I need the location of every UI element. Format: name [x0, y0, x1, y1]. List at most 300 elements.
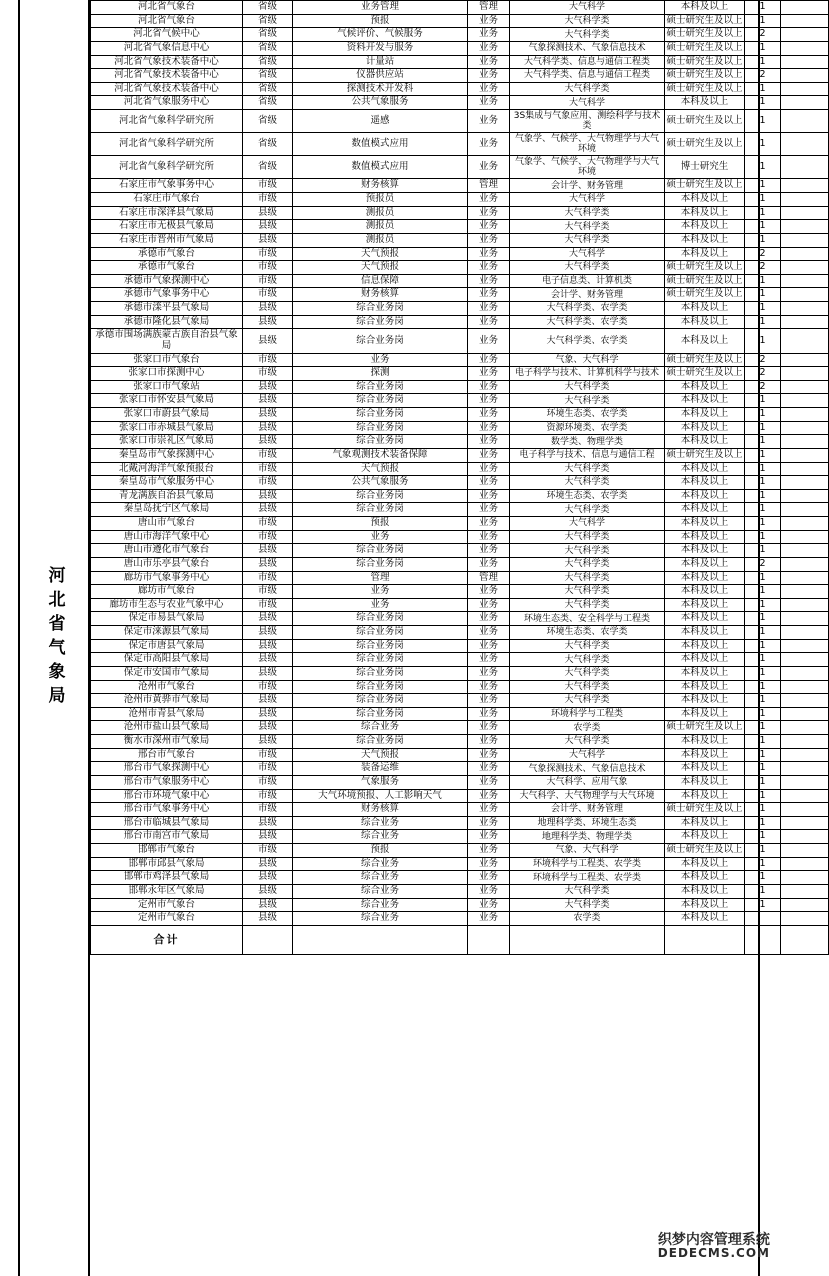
cell-unit: 张家口市气象台: [91, 353, 243, 367]
table-row: [91, 14, 829, 28]
cell-type: 业务: [468, 367, 510, 381]
cell-remark: [781, 898, 829, 912]
cell-degree: 硕士研究生及以上: [665, 28, 745, 42]
cell-type: 业务: [468, 721, 510, 735]
cell-type: 业务: [468, 82, 510, 96]
cell-type: 业务: [468, 380, 510, 394]
cell-count: 1: [745, 530, 781, 544]
cell-major: 大气科学类: [510, 585, 665, 599]
cell-type: 业务: [468, 639, 510, 653]
table-row: [91, 666, 829, 680]
cell-level: 市级: [243, 775, 293, 789]
cell-post: 综合业务岗: [293, 489, 468, 503]
cell-post: 探测技术开发科: [293, 82, 468, 96]
table-row: [91, 421, 829, 435]
cell-post: 预报: [293, 14, 468, 28]
cell-major: 大气科学类、信息与通信工程类: [510, 69, 665, 83]
cell-unit: 张家口市崇礼区气象局: [91, 435, 243, 449]
cell-unit: 张家口市探测中心: [91, 367, 243, 381]
table-row: [91, 871, 829, 885]
cell-count: 1: [745, 898, 781, 912]
cell-level: 省级: [243, 156, 293, 179]
cell-major: 大气科学类: [510, 394, 665, 408]
cell-count: 1: [745, 408, 781, 422]
cell-post: 综合业务岗: [293, 557, 468, 571]
cell-level: 县级: [243, 557, 293, 571]
cell-remark: [781, 775, 829, 789]
cell-degree: 硕士研究生及以上: [665, 179, 745, 193]
cell-degree: 本科及以上: [665, 585, 745, 599]
cell-remark: [781, 133, 829, 156]
cell-major: 数学类、物理学类: [510, 435, 665, 449]
table-row: [91, 133, 829, 156]
table-row: [91, 789, 829, 803]
cell-post: 资料开发与服务: [293, 41, 468, 55]
watermark-english-text: DEDECMS.COM: [657, 1246, 770, 1261]
cell-major: 资源环境类、农学类: [510, 421, 665, 435]
cell-major: 电子信息类、计算机类: [510, 274, 665, 288]
cell-remark: [781, 612, 829, 626]
cell-major: 大气科学类: [510, 544, 665, 558]
cell-remark: [781, 476, 829, 490]
cell-major: 气象探测技术、气象信息技术: [510, 762, 665, 776]
cell-type: 业务: [468, 530, 510, 544]
cell-degree: 本科及以上: [665, 421, 745, 435]
cell-degree: 本科及以上: [665, 762, 745, 776]
cell-remark: [781, 735, 829, 749]
cell-major: 地理科学类、物理学类: [510, 830, 665, 844]
cell-level: 省级: [243, 28, 293, 42]
cell-post: 综合业务岗: [293, 315, 468, 329]
cell-type: 业务: [468, 775, 510, 789]
cell-major: 环境生态类、农学类: [510, 626, 665, 640]
cell-unit: 邯郸市气象台: [91, 844, 243, 858]
cell-degree: 本科及以上: [665, 489, 745, 503]
cell-unit: 保定市易县气象局: [91, 612, 243, 626]
table-row: [91, 448, 829, 462]
cell-degree: 本科及以上: [665, 884, 745, 898]
cell-remark: [781, 830, 829, 844]
table-row: [91, 503, 829, 517]
cell-degree: 本科及以上: [665, 680, 745, 694]
cell-level: 省级: [243, 55, 293, 69]
cell-level: 市级: [243, 179, 293, 193]
cell-level: 市级: [243, 585, 293, 599]
cell-major: [510, 925, 665, 954]
cell-degree: 本科及以上: [665, 530, 745, 544]
cell-degree: 本科及以上: [665, 871, 745, 885]
cell-remark: [781, 380, 829, 394]
cell-major: 大气科学类: [510, 261, 665, 275]
cell-major: 大气科学类: [510, 82, 665, 96]
cell-unit: 青龙满族自治县气象局: [91, 489, 243, 503]
cell-type: 业务: [468, 288, 510, 302]
table-row: [91, 762, 829, 776]
cell-type: 业务: [468, 803, 510, 817]
cell-count: 1: [745, 680, 781, 694]
cell-major: 大气科学类、信息与通信工程类: [510, 55, 665, 69]
cell-post: 预报: [293, 844, 468, 858]
cell-remark: [781, 503, 829, 517]
cell-remark: [781, 353, 829, 367]
cell-type: 业务: [468, 220, 510, 234]
cell-count: 1: [745, 544, 781, 558]
cell-post: 综合业务岗: [293, 612, 468, 626]
cell-major: 大气科学类: [510, 666, 665, 680]
cell-remark: [781, 530, 829, 544]
cell-remark: [781, 653, 829, 667]
cell-unit: 邢台市环境气象中心: [91, 789, 243, 803]
cell-major: 大气科学类: [510, 653, 665, 667]
cell-level: 县级: [243, 707, 293, 721]
cell-count: 1: [745, 762, 781, 776]
table-row: [91, 884, 829, 898]
cell-remark: [781, 82, 829, 96]
cell-unit: 石家庄市气象事务中心: [91, 179, 243, 193]
cell-major: 气象、大气科学: [510, 353, 665, 367]
cell-unit: 石家庄市无极县气象局: [91, 220, 243, 234]
cell-unit: 廊坊市气象台: [91, 585, 243, 599]
cell-post: 测报员: [293, 233, 468, 247]
cell-degree: 硕士研究生及以上: [665, 288, 745, 302]
cell-unit: 河北省气象技术装备中心: [91, 82, 243, 96]
cell-type: 业务: [468, 680, 510, 694]
cell-count: 1: [745, 789, 781, 803]
cell-count: [745, 925, 781, 954]
cell-level: 市级: [243, 680, 293, 694]
cell-remark: [781, 179, 829, 193]
cell-post: 气象观测技术装备保障: [293, 448, 468, 462]
cell-count: 1: [745, 421, 781, 435]
cell-type: 业务: [468, 557, 510, 571]
cell-degree: 硕士研究生及以上: [665, 721, 745, 735]
cell-major: 大气科学类: [510, 503, 665, 517]
cell-post: 综合业务: [293, 830, 468, 844]
cell-post: 综合业务岗: [293, 380, 468, 394]
cell-type: 业务: [468, 274, 510, 288]
cell-degree: 本科及以上: [665, 666, 745, 680]
cell-major: 环境科学与工程类: [510, 707, 665, 721]
cell-count: 2: [745, 247, 781, 261]
cell-unit: 秦皇岛市气象探测中心: [91, 448, 243, 462]
table-row: [91, 748, 829, 762]
cell-major: 大气科学类: [510, 694, 665, 708]
cell-unit: 河北省气候中心: [91, 28, 243, 42]
cell-count: 1: [745, 96, 781, 110]
table-row: [91, 816, 829, 830]
cell-post: 信息保障: [293, 274, 468, 288]
cell-type: 业务: [468, 41, 510, 55]
cell-post: 综合业务岗: [293, 435, 468, 449]
cell-major: 会计学、财务管理: [510, 288, 665, 302]
cell-degree: 本科及以上: [665, 857, 745, 871]
table-row: [91, 329, 829, 353]
cell-unit: 石家庄市晋州市气象局: [91, 233, 243, 247]
cell-unit: 唐山市乐亭县气象台: [91, 557, 243, 571]
cell-level: 市级: [243, 274, 293, 288]
cell-unit: 沧州市盐山县气象局: [91, 721, 243, 735]
cell-post: [293, 925, 468, 954]
cell-level: 市级: [243, 462, 293, 476]
cell-type: 业务: [468, 735, 510, 749]
table-row: [91, 206, 829, 220]
cell-degree: 本科及以上: [665, 912, 745, 926]
cell-degree: 本科及以上: [665, 193, 745, 207]
cell-count: 1: [745, 585, 781, 599]
cell-major: 农学类: [510, 912, 665, 926]
cell-level: 县级: [243, 816, 293, 830]
cell-degree: 本科及以上: [665, 233, 745, 247]
cell-remark: [781, 302, 829, 316]
cell-major: 环境生态类、安全科学与工程类: [510, 612, 665, 626]
cell-unit: 邢台市气象事务中心: [91, 803, 243, 817]
cell-major: 大气科学: [510, 247, 665, 261]
cell-unit: 邢台市气象服务中心: [91, 775, 243, 789]
cell-unit: 承德市滦平县气象局: [91, 302, 243, 316]
cell-degree: 本科及以上: [665, 612, 745, 626]
cell-type: 业务: [468, 626, 510, 640]
cell-unit: 秦皇岛抚宁区气象局: [91, 503, 243, 517]
cell-level: 县级: [243, 394, 293, 408]
cell-post: 综合业务岗: [293, 694, 468, 708]
cell-unit: 邢台市南宫市气象局: [91, 830, 243, 844]
cell-post: 综合业务岗: [293, 408, 468, 422]
cell-post: 气候评价、气候服务: [293, 28, 468, 42]
cell-post: 遥感: [293, 110, 468, 133]
cell-remark: [781, 206, 829, 220]
cell-level: 县级: [243, 489, 293, 503]
cell-post: 管理: [293, 571, 468, 585]
cell-level: 市级: [243, 762, 293, 776]
cell-major: 环境生态类、农学类: [510, 489, 665, 503]
cell-post: 业务: [293, 598, 468, 612]
cell-major: 环境科学与工程类、农学类: [510, 857, 665, 871]
cell-remark: [781, 193, 829, 207]
cell-major: 3S集成与气象应用、测绘科学与技术类: [510, 110, 665, 133]
cell-count: 1: [745, 1, 781, 15]
cell-post: 财务核算: [293, 803, 468, 817]
cell-post: 综合业务岗: [293, 707, 468, 721]
cell-degree: 硕士研究生及以上: [665, 82, 745, 96]
table-total-row: [91, 925, 829, 954]
cell-major: 会计学、财务管理: [510, 179, 665, 193]
cell-remark: [781, 884, 829, 898]
cell-remark: [781, 489, 829, 503]
cell-post: 测报员: [293, 206, 468, 220]
cell-major: 大气科学类: [510, 380, 665, 394]
cell-type: 业务: [468, 247, 510, 261]
cell-unit: 河北省气象台: [91, 1, 243, 15]
cell-level: 县级: [243, 639, 293, 653]
cell-unit: 石家庄市气象台: [91, 193, 243, 207]
cell-post: 业务: [293, 585, 468, 599]
cell-remark: [781, 247, 829, 261]
cell-post: 财务核算: [293, 288, 468, 302]
cell-count: 1: [745, 707, 781, 721]
cell-count: 1: [745, 694, 781, 708]
cell-unit: 沧州市气象台: [91, 680, 243, 694]
cell-major: 地理科学类、环境生态类: [510, 816, 665, 830]
cell-count: 1: [745, 462, 781, 476]
cell-post: 综合业务岗: [293, 503, 468, 517]
cell-level: 县级: [243, 884, 293, 898]
cell-type: 业务: [468, 96, 510, 110]
cell-type: 业务: [468, 55, 510, 69]
cell-post: 综合业务岗: [293, 680, 468, 694]
cell-degree: 本科及以上: [665, 898, 745, 912]
cell-remark: [781, 408, 829, 422]
cell-count: 1: [745, 653, 781, 667]
cell-level: 县级: [243, 721, 293, 735]
cell-type: 业务: [468, 694, 510, 708]
cell-remark: [781, 156, 829, 179]
table-row: [91, 193, 829, 207]
cell-type: 业务: [468, 844, 510, 858]
cell-unit: 唐山市气象台: [91, 517, 243, 531]
cell-remark: [781, 639, 829, 653]
cell-count: 1: [745, 489, 781, 503]
cell-major: 大气科学: [510, 1, 665, 15]
cell-remark: [781, 69, 829, 83]
cell-type: 业务: [468, 193, 510, 207]
cell-unit: 承德市隆化县气象局: [91, 315, 243, 329]
table-row: [91, 55, 829, 69]
table-row: [91, 585, 829, 599]
cell-post: 综合业务岗: [293, 639, 468, 653]
cell-count: 2: [745, 557, 781, 571]
table-row: [91, 288, 829, 302]
cell-unit: 河北省气象台: [91, 14, 243, 28]
cell-count: 1: [745, 14, 781, 28]
table-row: [91, 110, 829, 133]
cell-major: 大气科学类: [510, 14, 665, 28]
cell-major: 会计学、财务管理: [510, 803, 665, 817]
cell-level: 县级: [243, 612, 293, 626]
cell-remark: [781, 14, 829, 28]
cell-level: 省级: [243, 1, 293, 15]
table-scroll-area: [90, 0, 829, 1276]
cell-unit: 河北省气象科学研究所: [91, 133, 243, 156]
table-row: [91, 639, 829, 653]
cell-degree: 本科及以上: [665, 462, 745, 476]
cell-level: 县级: [243, 206, 293, 220]
cell-post: 综合业务: [293, 912, 468, 926]
cell-level: 市级: [243, 517, 293, 531]
cell-major: 大气科学: [510, 96, 665, 110]
cell-level: 省级: [243, 69, 293, 83]
cell-remark: [781, 448, 829, 462]
row-group-vertical-label: 河北省气象局: [44, 566, 65, 710]
cell-post: 天气预报: [293, 247, 468, 261]
cell-unit: 张家口市蔚县气象局: [91, 408, 243, 422]
cell-level: 县级: [243, 871, 293, 885]
cell-count: 1: [745, 220, 781, 234]
cell-unit: 河北省气象科学研究所: [91, 156, 243, 179]
cell-remark: [781, 517, 829, 531]
cell-type: 业务: [468, 884, 510, 898]
cell-count: 1: [745, 803, 781, 817]
table-row: [91, 830, 829, 844]
table-row: [91, 544, 829, 558]
cell-level: 县级: [243, 626, 293, 640]
cell-unit: 保定市唐县气象局: [91, 639, 243, 653]
cell-type: 业务: [468, 857, 510, 871]
cell-unit: 承德市围场满族蒙古族自治县气象局: [91, 329, 243, 353]
cell-level: 省级: [243, 110, 293, 133]
cell-type: 业务: [468, 448, 510, 462]
cell-count: 1: [745, 844, 781, 858]
table-row: [91, 302, 829, 316]
table-row: [91, 96, 829, 110]
table-row: [91, 653, 829, 667]
cell-type: 业务: [468, 598, 510, 612]
cell-post: 综合业务岗: [293, 329, 468, 353]
cell-type: 业务: [468, 666, 510, 680]
cell-unit: 定州市气象台: [91, 912, 243, 926]
cell-degree: 硕士研究生及以上: [665, 133, 745, 156]
cell-count: 1: [745, 315, 781, 329]
cell-level: 县级: [243, 408, 293, 422]
cell-unit: 邯郸市邱县气象局: [91, 857, 243, 871]
cell-level: 市级: [243, 844, 293, 858]
cell-unit: 唐山市海洋气象中心: [91, 530, 243, 544]
table-row: [91, 380, 829, 394]
cell-count: 1: [745, 871, 781, 885]
cell-post: 综合业务岗: [293, 302, 468, 316]
cell-level: 市级: [243, 789, 293, 803]
cell-type: 业务: [468, 14, 510, 28]
table-row: [91, 69, 829, 83]
cell-count: 2: [745, 261, 781, 275]
cell-type: 业务: [468, 912, 510, 926]
cell-unit: 邢台市气象探测中心: [91, 762, 243, 776]
cell-unit: 张家口市赤城县气象局: [91, 421, 243, 435]
cell-type: 业务: [468, 156, 510, 179]
cell-unit: 保定市安国市气象局: [91, 666, 243, 680]
cell-remark: [781, 871, 829, 885]
cell-level: 县级: [243, 329, 293, 353]
cell-remark: [781, 220, 829, 234]
cell-post: 数值模式应用: [293, 156, 468, 179]
cell-major: 气象探测技术、气象信息技术: [510, 41, 665, 55]
cell-degree: 本科及以上: [665, 220, 745, 234]
cell-type: 管理: [468, 1, 510, 15]
cell-post: 气象服务: [293, 775, 468, 789]
cell-count: 2: [745, 69, 781, 83]
cell-level: 县级: [243, 315, 293, 329]
cell-unit: 承德市气象事务中心: [91, 288, 243, 302]
cell-post: 综合业务: [293, 857, 468, 871]
cell-count: 1: [745, 329, 781, 353]
cell-degree: 本科及以上: [665, 707, 745, 721]
cell-remark: [781, 598, 829, 612]
cell-level: 市级: [243, 367, 293, 381]
cell-post: 数值模式应用: [293, 133, 468, 156]
cell-remark: [781, 110, 829, 133]
cell-post: 综合业务岗: [293, 626, 468, 640]
cell-degree: 本科及以上: [665, 653, 745, 667]
cell-unit: 秦皇岛市气象服务中心: [91, 476, 243, 490]
cell-degree: 本科及以上: [665, 96, 745, 110]
watermark-chinese-text: 织梦内容管理系统: [657, 1231, 770, 1248]
cell-type: 管理: [468, 571, 510, 585]
cell-level: 市级: [243, 261, 293, 275]
cell-degree: 硕士研究生及以上: [665, 274, 745, 288]
cell-remark: [781, 435, 829, 449]
cell-unit: 沧州市黄骅市气象局: [91, 694, 243, 708]
table-row: [91, 367, 829, 381]
cell-count: 1: [745, 476, 781, 490]
